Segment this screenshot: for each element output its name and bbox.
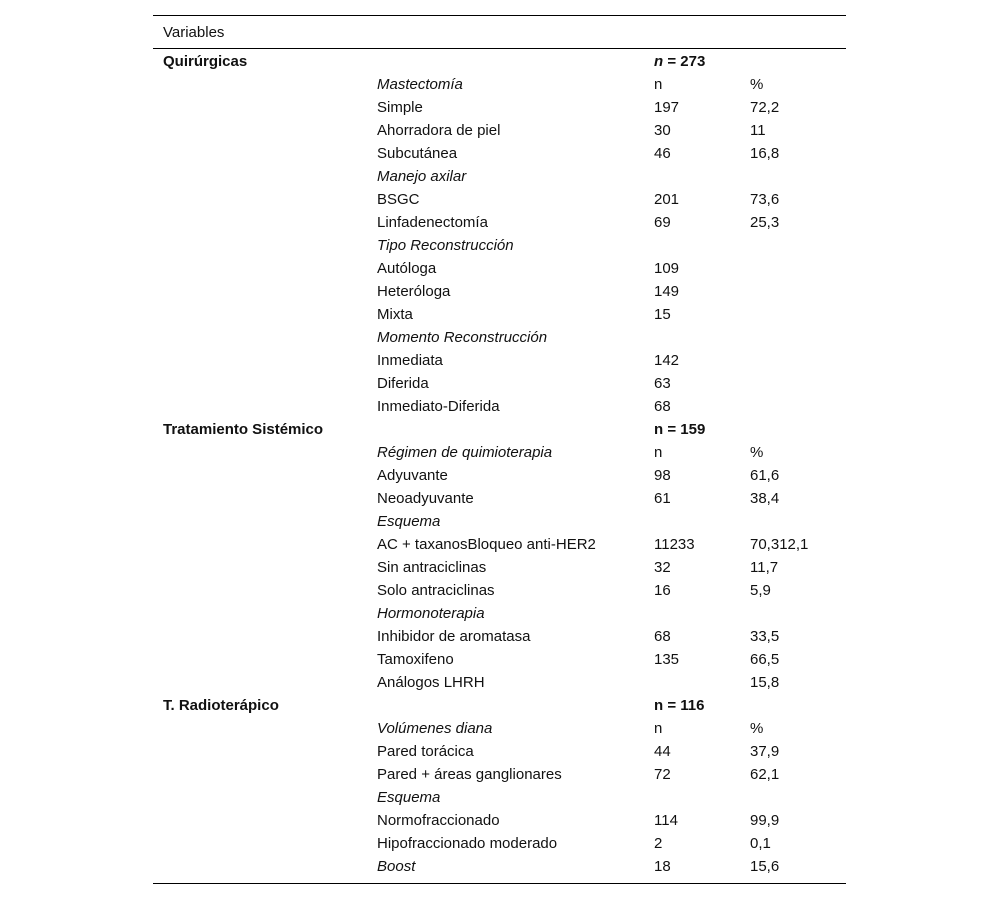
table-row [153,625,846,648]
row-n: 61 [654,490,671,507]
data-table [153,15,846,884]
row-label: Ahorradora de piel [377,122,501,139]
row-label: Heteróloga [377,283,451,300]
row-n: 63 [654,375,671,392]
table-row [153,257,846,280]
row-percent: 62,1 [750,766,780,783]
section-count [654,694,704,717]
row-label: Hormonoterapia [377,605,485,622]
row-percent: 0,1 [750,835,771,852]
row-percent: 66,5 [750,651,780,668]
table-row [153,96,846,119]
row-n: 98 [654,467,671,484]
row-n: 68 [654,628,671,645]
table-row [153,349,846,372]
table-row [153,372,846,395]
row-percent: 5,9 [750,582,771,599]
row-percent: 25,3 [750,214,780,231]
row-label: Boost [377,858,416,875]
row-n: 18 [654,858,671,875]
row-label: Inhibidor de aromatasa [377,628,531,645]
table-row [153,280,846,303]
section-label: Tratamiento Sistémico [163,421,324,438]
table-row [153,648,846,671]
row-label: Régimen de quimioterapia [377,444,553,461]
row-label: Análogos LHRH [377,674,485,691]
subheading-row [153,602,846,625]
row-label: Solo antraciclinas [377,582,495,599]
table-row [153,533,846,556]
row-label: Tipo Reconstrucción [377,237,514,254]
row-percent: 61,6 [750,467,780,484]
row-label: Inmediata [377,352,443,369]
row-label: Inmediato-Diferida [377,398,500,415]
row-n: 201 [654,191,680,208]
row-n: n [654,76,663,93]
row-percent: 15,8 [750,674,780,691]
row-label: Mastectomía [377,76,463,93]
section-count-value: n = 159 [654,421,706,438]
row-percent: 33,5 [750,628,780,645]
row-percent: 11,7 [750,559,779,576]
row-n: n [654,444,663,461]
row-label: Normofraccionado [377,812,500,829]
row-percent: 16,8 [750,145,780,162]
row-n: 197 [654,99,680,116]
table-row [153,395,846,418]
row-label: Autóloga [377,260,437,277]
row-label: BSGC [377,191,420,208]
row-label: Adyuvante [377,467,448,484]
row-percent: 99,9 [750,812,780,829]
row-label: Diferida [377,375,429,392]
row-label: Volúmenes diana [377,720,493,737]
row-n: 46 [654,145,671,162]
section-count-value: n = 116 [654,697,705,714]
row-label: Neoadyuvante [377,490,474,507]
row-percent: 37,9 [750,743,780,760]
row-n: 142 [654,352,680,369]
row-label: Pared torácica [377,743,474,760]
subheading-row [153,510,846,533]
table-row [153,211,846,234]
table-row [153,671,846,694]
row-label: Simple [377,99,423,116]
row-label: Manejo axilar [377,168,467,185]
row-n: 68 [654,398,671,415]
section-label: Quirúrgicas [163,53,248,70]
table-row [153,832,846,855]
row-label: Linfadenectomía [377,214,488,231]
row-percent: 38,4 [750,490,780,507]
row-percent: 73,6 [750,191,780,208]
row-n: 135 [654,651,680,668]
table-row [153,142,846,165]
section-row [153,50,846,73]
row-percent: 70,312,1 [750,536,809,553]
row-percent: 15,6 [750,858,780,875]
row-n: 2 [654,835,663,852]
table-body [153,49,846,883]
subheading-row [153,73,846,96]
row-n: 15 [654,306,671,323]
row-percent: % [750,444,764,461]
subheading-row [153,717,846,740]
table-row [153,556,846,579]
row-label: Esquema [377,789,441,806]
row-n: 44 [654,743,671,760]
table-header [153,16,846,48]
row-label: Momento Reconstrucción [377,329,548,346]
row-label: Subcutánea [377,145,458,162]
subheading-row [153,786,846,809]
row-n: 72 [654,766,671,783]
table-row [153,740,846,763]
row-percent: % [750,720,764,737]
row-n: 16 [654,582,671,599]
subheading-row [153,234,846,257]
row-label: Mixta [377,306,413,323]
subheading-row [153,326,846,349]
table-row [153,763,846,786]
row-label: Esquema [377,513,441,530]
table-row [153,188,846,211]
subheading-row [153,441,846,464]
row-n: 114 [654,812,678,829]
table-row [153,579,846,602]
row-label: Hipofraccionado moderado [377,835,558,852]
table-row [153,303,846,326]
row-n: 32 [654,559,671,576]
row-label: Sin antraciclinas [377,559,487,576]
row-n: 149 [654,283,680,300]
row-percent: % [750,76,764,93]
section-count-n: n [654,53,664,70]
section-row [153,418,846,441]
subheading-row [153,855,846,878]
row-label: AC + taxanosBloqueo anti-HER2 [377,536,596,553]
section-row [153,694,846,717]
section-count-value: = 273 [663,53,706,70]
row-n: 109 [654,260,680,277]
row-label: Pared + áreas ganglionares [377,766,562,783]
section-count [654,50,705,73]
row-percent: 72,2 [750,99,780,116]
table-row [153,809,846,832]
table-row [153,119,846,142]
row-n: 69 [654,214,671,231]
row-n: 30 [654,122,671,139]
table-row [153,464,846,487]
row-percent: 11 [750,122,766,139]
section-count [654,418,705,441]
row-n: 11233 [654,536,695,553]
row-label: Tamoxifeno [377,651,454,668]
row-n: n [654,720,663,737]
table-row [153,487,846,510]
subheading-row [153,165,846,188]
section-label: T. Radioterápico [163,697,279,714]
header-variables: Variables [163,23,225,41]
table-bottom-rule [153,883,846,884]
